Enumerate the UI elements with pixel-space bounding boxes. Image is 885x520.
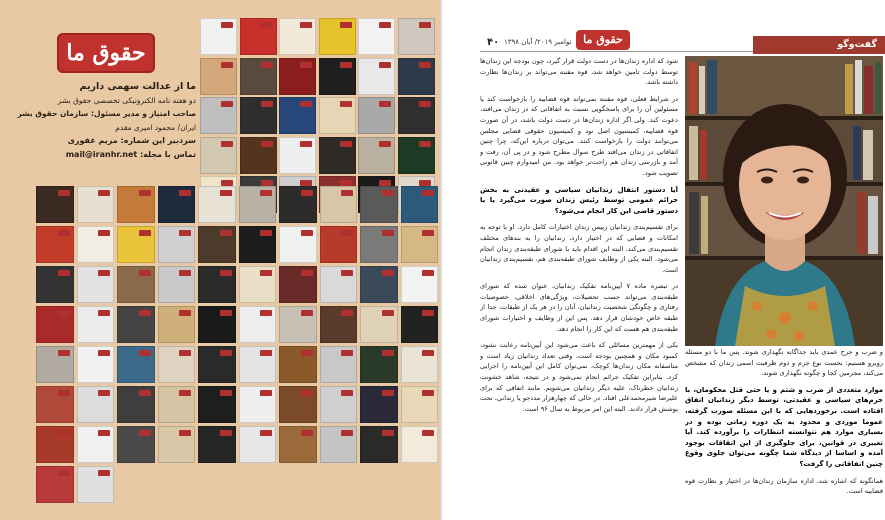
cover-logo-mark — [301, 310, 313, 316]
cover-logo-mark — [98, 190, 110, 196]
issue-cover-thumbnail — [401, 266, 439, 303]
cover-logo-mark — [301, 270, 313, 276]
issue-cover-thumbnail — [77, 346, 115, 383]
issue-cover-thumbnail — [239, 426, 277, 463]
cover-logo-mark — [422, 430, 434, 436]
issue-cover-thumbnail — [279, 186, 317, 223]
cover-logo-mark — [260, 430, 272, 436]
cover-logo-mark — [260, 190, 272, 196]
issue-cover-thumbnail — [279, 226, 317, 263]
issue-cover-thumbnail — [279, 58, 316, 95]
cover-logo-mark — [260, 390, 272, 396]
masthead-slogan: ما از عدالت سهمی داریم — [79, 81, 196, 92]
cover-logo-mark — [340, 62, 352, 68]
issue-cover-thumbnail — [240, 58, 277, 95]
issue-cover-thumbnail — [158, 266, 196, 303]
issue-cover-thumbnail — [239, 346, 277, 383]
cover-logo-mark — [98, 430, 110, 436]
issue-cover-thumbnail — [401, 186, 439, 223]
issue-cover-thumbnail — [398, 97, 435, 134]
cover-logo-mark — [58, 190, 70, 196]
issue-cover-thumbnail — [279, 137, 316, 174]
issue-cover-thumbnail — [320, 266, 358, 303]
issue-cover-thumbnail — [279, 346, 317, 383]
issue-cover-thumbnail — [239, 226, 277, 263]
cover-logo-mark — [382, 270, 394, 276]
cover-logo-mark — [300, 101, 312, 107]
issue-cover-thumbnail — [239, 186, 277, 223]
cover-logo-mark — [340, 22, 352, 28]
issue-cover-thumbnail — [320, 386, 358, 423]
issue-cover-thumbnail — [158, 306, 196, 343]
issue-cover-thumbnail — [200, 137, 237, 174]
issue-cover-thumbnail — [279, 266, 317, 303]
cover-logo-mark — [179, 310, 191, 316]
cover-logo-mark — [221, 101, 233, 107]
issue-cover-thumbnail — [117, 346, 155, 383]
issue-cover-thumbnail — [240, 137, 277, 174]
cover-logo-mark — [260, 350, 272, 356]
page-number: ۴۰ — [487, 37, 500, 48]
issue-cover-thumbnail — [36, 426, 74, 463]
cover-logo-mark — [300, 22, 312, 28]
issue-cover-thumbnail — [360, 426, 398, 463]
issue-cover-thumbnail — [198, 346, 236, 383]
cover-logo-mark — [220, 230, 232, 236]
cover-logo-mark — [300, 62, 312, 68]
cover-logo-mark — [58, 230, 70, 236]
issue-cover-thumbnail — [36, 466, 74, 503]
cover-logo-mark — [261, 101, 273, 107]
issue-cover-thumbnail — [36, 226, 74, 263]
cover-logo-mark — [382, 310, 394, 316]
cover-logo-mark — [341, 270, 353, 276]
cover-logo-mark — [422, 190, 434, 196]
cover-grid-top — [200, 18, 440, 182]
header-logo: حقوق ما — [576, 30, 630, 50]
issue-cover-thumbnail — [198, 386, 236, 423]
cover-logo-mark — [220, 190, 232, 196]
masthead-editor: ایران/ محمود امیری مقدم — [115, 122, 196, 132]
issue-cover-thumbnail — [77, 386, 115, 423]
issue-cover-thumbnail — [36, 386, 74, 423]
issue-cover-thumbnail — [358, 97, 395, 134]
issue-cover-thumbnail — [36, 306, 74, 343]
cover-logo-mark — [419, 101, 431, 107]
article-paragraph: در شرایط فعلی، قوه مقننه نمی‌تواند قوه قضاییه را بازخواست کند یا مسئولین آن را برای پاسخگویی نسبت به اتفاقاتی که در زندان می‌افتد، دعوت کند. ولی اگر اداره زندان‌ها در دست دولت باشد، در آن صورت قوه قضاییه، کمیسیون اصل نود و کمیسیون حقوقی قضایی مجلس می‌توانند دولت را بازخواست کنند. می‌توان درباره این‌که، چرا چنین اتفاقاتی در زندان می‌افتد طرح سوال مطرح شود و در پی آن، رفت و آمد و بازرسی زندان هم راحت‌تر خواهد بود. من امیدوارم چنین قانونی تصویب شود. — [480, 94, 678, 177]
issue-cover-thumbnail — [398, 58, 435, 95]
cover-logo-mark — [261, 62, 273, 68]
issue-cover-thumbnail — [239, 266, 277, 303]
issue-cover-thumbnail — [240, 97, 277, 134]
cover-logo-mark — [179, 390, 191, 396]
issue-cover-thumbnail — [198, 426, 236, 463]
cover-logo-mark — [220, 310, 232, 316]
cover-logo-mark — [341, 430, 353, 436]
issue-cover-thumbnail — [77, 266, 115, 303]
article-paragraph: شود که اداره زندان‌ها در دست دولت قرار گیرد، چون بودجه این زندان‌ها توسط دولت تامین خواهد شد، قوه مقننه می‌تواند بر زندان‌ها نظارت داشته باشد. — [480, 57, 678, 87]
issue-cover-thumbnail — [158, 386, 196, 423]
cover-logo-mark — [341, 390, 353, 396]
issue-cover-thumbnail — [77, 186, 115, 223]
cover-logo-mark — [341, 310, 353, 316]
cover-logo-mark — [179, 190, 191, 196]
cover-logo-mark — [139, 230, 151, 236]
cover-logo-mark — [419, 141, 431, 147]
masthead-description: دو هفته نامه الکترونیکی تخصصی حقوق بشر — [57, 95, 196, 105]
issue-cover-thumbnail — [239, 306, 277, 343]
cover-logo-mark — [382, 350, 394, 356]
issue-cover-thumbnail — [158, 426, 196, 463]
issue-cover-thumbnail — [200, 97, 237, 134]
issue-cover-thumbnail — [360, 226, 398, 263]
interviewee-photo — [685, 56, 883, 346]
cover-logo-mark — [260, 270, 272, 276]
cover-logo-mark — [422, 350, 434, 356]
cover-logo-mark — [340, 141, 352, 147]
cover-logo-mark — [221, 22, 233, 28]
issue-cover-thumbnail — [240, 18, 277, 55]
issue-cover-thumbnail — [319, 97, 356, 134]
cover-logo-mark — [300, 141, 312, 147]
cover-logo-mark — [340, 101, 352, 107]
cover-logo-mark — [179, 230, 191, 236]
issue-cover-thumbnail — [198, 306, 236, 343]
issue-cover-thumbnail — [36, 266, 74, 303]
cover-logo-mark — [261, 22, 273, 28]
interview-question: موارد متعددی از ضرب و شتم و یا حتی قتل محکومان، با جرم‌های سیاسی و عقیدتی، توسط دیگر زندانیان اتفاق افتاده است. برخوردهایی که با این مسئله صورت گرفته، عموما موردی و محدود به یک دوره زمانی بوده و در بسیاری موارد هم نتوانسته انتظارات را برآورده کند. آیا تغییری در قوانین، برای جلوگیری از این اتفاقات بوجود آمده و اساسا از دیدگاه شما چگونه می‌توان جلوی وقوع چنین اتفاقاتی را گرفت؟ — [685, 385, 883, 468]
cover-logo-mark — [139, 350, 151, 356]
issue-cover-thumbnail — [77, 226, 115, 263]
cover-logo-mark — [301, 350, 313, 356]
cover-logo-mark — [379, 22, 391, 28]
issue-cover-thumbnail — [158, 226, 196, 263]
issue-cover-thumbnail — [320, 426, 358, 463]
issue-cover-thumbnail — [360, 186, 398, 223]
issue-cover-thumbnail — [279, 386, 317, 423]
cover-logo-mark — [379, 141, 391, 147]
cover-logo-mark — [260, 230, 272, 236]
issue-cover-thumbnail — [398, 137, 435, 174]
cover-logo-mark — [58, 470, 70, 476]
issue-cover-thumbnail — [401, 306, 439, 343]
cover-logo-mark — [382, 190, 394, 196]
article-paragraph: یکی از مهمترین مسائلی که باعث می‌شود این آیین‌نامه رعایت نشود، کمبود مکان و همچنین بودجه است. وقتی تعداد زندانیان زیاد است و متاسفانه مکان زندان‌ها کوچک، نمی‌توان کامل این آیین‌نامه را اجرایی کرد. بنابراین تفکیک جرائم انجام نمی‌شود و در نتیجه، شاهد خشونت زندانیان خطرناک، علیه دیگر زندانیان می‌شویم. مانند اتفاقی که برای علیرضا شیرمحمدعلی افتاد. در حالی که چهارهزار مددجو یا زندانی، تحت پوشش قرار دادند. البته این امر مربوط به سال ۹۶ است. — [480, 341, 678, 413]
issue-cover-thumbnail — [117, 226, 155, 263]
issue-cover-thumbnail — [319, 18, 356, 55]
issue-cover-thumbnail — [358, 137, 395, 174]
cover-logo-mark — [341, 350, 353, 356]
issue-cover-thumbnail — [36, 346, 74, 383]
section-tag: گفت‌وگو — [753, 36, 885, 54]
cover-logo-mark — [341, 230, 353, 236]
cover-logo-mark — [139, 310, 151, 316]
cover-logo-mark — [98, 390, 110, 396]
issue-cover-thumbnail — [279, 306, 317, 343]
issue-cover-thumbnail — [117, 306, 155, 343]
article-paragraph: در تبصره ماده ۷ آیین‌نامه تفکیک زندانیان، عنوان شده که شورای طبقه‌بندی می‌تواند حسب تحصیلات، ویژگی‌های اخلاقی، خصوصیات رفتاری و چگونگی شخصیت زندانیان، آنان را در هر یک از طبقات، جدا از طبقه خاص خودشان قرار دهد. پس این از وظایف و اختیارات شورای طبقه‌بندی هم هست که این کار را انجام دهد. — [480, 282, 678, 333]
issue-cover-thumbnail — [360, 346, 398, 383]
cover-grid-bottom — [36, 186, 440, 520]
issue-cover-thumbnail — [360, 266, 398, 303]
cover-logo-mark — [422, 310, 434, 316]
cover-logo-mark — [382, 390, 394, 396]
cover-logo-mark — [382, 230, 394, 236]
issue-cover-thumbnail — [117, 266, 155, 303]
issue-cover-thumbnail — [401, 226, 439, 263]
issue-cover-thumbnail — [117, 386, 155, 423]
cover-logo-mark — [98, 470, 110, 476]
issue-cover-thumbnail — [200, 58, 237, 95]
masthead-contact: تماس با مجله: mail@iranhr.net — [65, 149, 196, 159]
issue-cover-thumbnail — [358, 58, 395, 95]
masthead-logo: حقوق ما — [57, 33, 155, 73]
issue-cover-thumbnail — [279, 97, 316, 134]
cover-logo-mark — [301, 190, 313, 196]
issue-cover-thumbnail — [320, 226, 358, 263]
cover-logo-mark — [260, 310, 272, 316]
issue-cover-thumbnail — [401, 426, 439, 463]
issue-cover-thumbnail — [360, 386, 398, 423]
cover-logo-mark — [379, 101, 391, 107]
issue-cover-thumbnail — [401, 386, 439, 423]
header-rule — [480, 51, 753, 52]
cover-logo-mark — [220, 390, 232, 396]
cover-logo-mark — [179, 270, 191, 276]
issue-cover-thumbnail — [198, 266, 236, 303]
cover-logo-mark — [139, 190, 151, 196]
issue-cover-thumbnail — [360, 306, 398, 343]
cover-logo-mark — [382, 430, 394, 436]
cover-logo-mark — [98, 270, 110, 276]
issue-cover-thumbnail — [158, 346, 196, 383]
cover-logo-mark — [139, 430, 151, 436]
issue-cover-thumbnail — [198, 226, 236, 263]
article-column-right — [685, 347, 883, 520]
cover-logo-mark — [139, 270, 151, 276]
issue-cover-thumbnail — [36, 186, 74, 223]
cover-logo-mark — [422, 390, 434, 396]
masthead-publisher: صاحب امتیاز و مدیر مسئول: سازمان حقوق بشر — [17, 109, 196, 118]
article-paragraph: برای تقسیم‌بندی زندانیان رییس زندان اختیارات کامل دارد. او با توجه به امکانات و فضایی که در اختیار دارد، زندانیان را به بندهای مختلف تقسیم‌بندی می‌کند. البته این اقدام باید با شورای طبقه‌بندی زندان انجام می‌شود. البته یکی از وظایف شورای طبقه‌بندی هم، تقسیم‌بندی زندانیان است. — [480, 223, 678, 274]
issue-cover-thumbnail — [198, 186, 236, 223]
cover-logo-mark — [221, 141, 233, 147]
issue-cover-thumbnail — [279, 18, 316, 55]
masthead-info — [17, 80, 196, 161]
cover-logo-mark — [220, 270, 232, 276]
cover-logo-mark — [58, 270, 70, 276]
cover-logo-mark — [301, 430, 313, 436]
cover-logo-mark — [179, 430, 191, 436]
issue-cover-thumbnail — [117, 426, 155, 463]
cover-logo-mark — [98, 350, 110, 356]
issue-cover-thumbnail — [358, 18, 395, 55]
cover-logo-mark — [98, 310, 110, 316]
issue-date: نوامبر ۲۰۱۹/ آبان ۱۳۹۸ — [504, 38, 572, 46]
cover-logo-mark — [422, 270, 434, 276]
portrait-illustration — [685, 56, 883, 346]
issue-cover-thumbnail — [320, 346, 358, 383]
cover-logo-mark — [419, 62, 431, 68]
cover-logo-mark — [341, 190, 353, 196]
cover-logo-mark — [58, 430, 70, 436]
cover-logo-mark — [58, 310, 70, 316]
issue-cover-thumbnail — [320, 186, 358, 223]
issue-cover-thumbnail — [398, 18, 435, 55]
issue-cover-thumbnail — [77, 426, 115, 463]
issue-cover-thumbnail — [239, 386, 277, 423]
issue-cover-thumbnail — [319, 137, 356, 174]
cover-logo-mark — [98, 230, 110, 236]
issue-cover-thumbnail — [117, 186, 155, 223]
issue-cover-thumbnail — [401, 346, 439, 383]
cover-logo-mark — [419, 22, 431, 28]
cover-logo-mark — [379, 62, 391, 68]
cover-logo-mark — [301, 230, 313, 236]
issue-cover-thumbnail — [279, 426, 317, 463]
interview-question: آیا دستور انتقال زندانیان سیاسی و عقیدتی به بخش جرائم عمومی توسط رئیس زندان صورت می‌گیرد یا یا دستور قاضی این کار انجام می‌شود؟ — [480, 185, 678, 215]
article-paragraph: همانگونه که اشاره شد، اداره سازمان زندان‌ها در اختیار و نظارت قوه قضاییه است. — [685, 476, 883, 496]
cover-logo-mark — [261, 141, 273, 147]
cover-logo-mark — [58, 390, 70, 396]
article-column-middle — [480, 56, 678, 520]
cover-logo-mark — [422, 230, 434, 236]
issue-cover-thumbnail — [319, 58, 356, 95]
issue-cover-thumbnail — [77, 306, 115, 343]
cover-logo-mark — [301, 390, 313, 396]
article-paragraph: و ضرب و جرح عمدی باید جداگانه نگهداری شوند. پس ما با دو مسئله روبرو هستیم: نخست نوع جرم و دوم ظرفیت اسمی زندان که مشخص می‌کند، مجرمین کجا و چگونه نگهداری شوند. — [685, 348, 883, 378]
cover-logo-mark — [220, 430, 232, 436]
masthead-chief-editor: سردبیر این شماره: مریم غفوری — [67, 136, 196, 145]
issue-cover-thumbnail — [200, 18, 237, 55]
left-page — [0, 0, 440, 520]
cover-logo-mark — [58, 350, 70, 356]
cover-logo-mark — [179, 350, 191, 356]
issue-cover-thumbnail — [320, 306, 358, 343]
cover-logo-mark — [139, 390, 151, 396]
cover-logo-mark — [220, 350, 232, 356]
issue-cover-thumbnail — [158, 186, 196, 223]
issue-cover-thumbnail — [77, 466, 115, 503]
cover-logo-mark — [221, 62, 233, 68]
right-page — [442, 0, 885, 520]
